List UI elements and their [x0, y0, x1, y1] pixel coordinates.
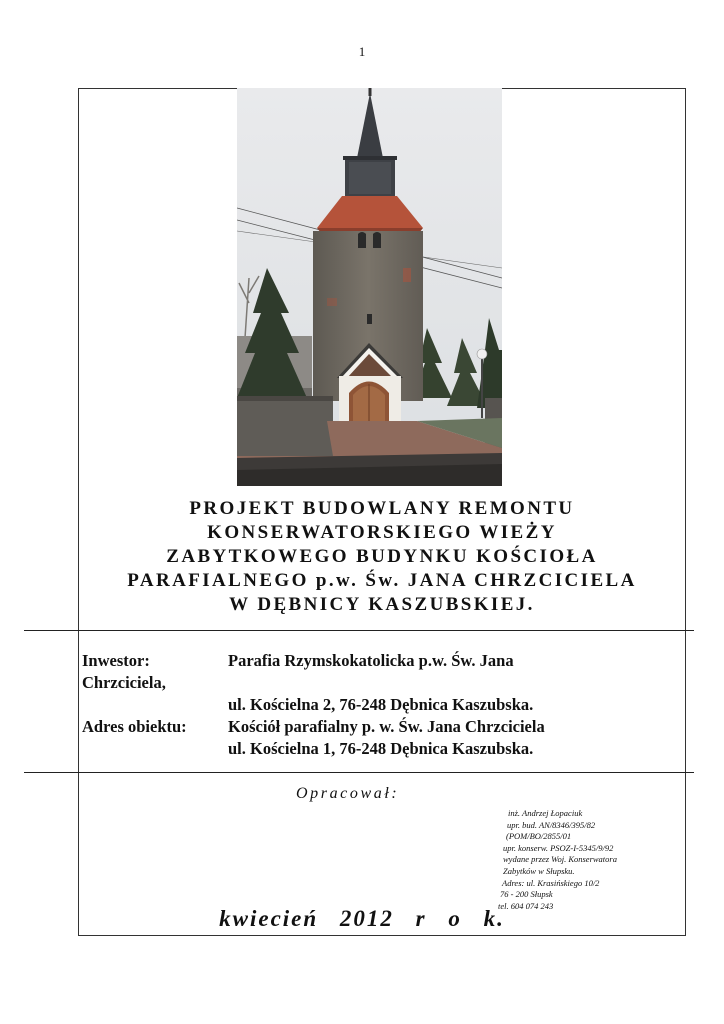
investor-address: ul. Kościelna 2, 76-248 Dębnica Kaszubska. [228, 695, 534, 714]
author-line: Adres: ul. Krasińskiego 10/2 [502, 877, 600, 888]
prepared-by-label: Opracował: [296, 785, 400, 802]
title-line: ZABYTKOWEGO BUDYNKU KOŚCIOŁA [166, 546, 598, 567]
page-number: 1 [358, 44, 366, 59]
object-name: Kościół parafialny p. w. Św. Jana Chrzciciela [228, 717, 545, 736]
divider-top [24, 630, 694, 631]
author-line: wydane przez Woj. Konserwatora [503, 854, 617, 865]
title-line: PARAFIALNEGO p.w. Św. JANA CHRZCICIELA [127, 570, 637, 591]
church-tower-photo [237, 88, 502, 486]
project-info [82, 650, 682, 760]
author-line: (POM/BO/2855/01 [506, 831, 572, 842]
author-line: upr. bud. AN/8346/395/82 [507, 819, 596, 830]
investor-name: Parafia Rzymskokatolicka p.w. Św. Jana [228, 651, 514, 670]
title-line: PROJEKT BUDOWLANY REMONTU [189, 498, 575, 519]
investor-name-cont: Chrzciciela, [82, 673, 166, 692]
document-date: kwiecień 2012 r o k. [219, 906, 505, 931]
author-line: tel. 604 074 243 [498, 900, 554, 911]
investor-label: Inwestor: [82, 651, 150, 670]
project-title [79, 497, 685, 617]
author-line: upr. konserw. PSOZ-I-5345/9/92 [503, 842, 614, 853]
object-address: ul. Kościelna 1, 76-248 Dębnica Kaszubska. [228, 739, 534, 758]
author-details [484, 808, 617, 912]
author-line: 76 - 200 Słupsk [500, 889, 553, 900]
divider-bottom [24, 772, 694, 773]
author-line: Zabytków w Słupsku. [503, 865, 575, 876]
title-line: KONSERWATORSKIEGO WIEŻY [207, 522, 557, 543]
title-line: W DĘBNICY KASZUBSKIEJ. [229, 594, 535, 615]
author-line: inż. Andrzej Łopaciuk [508, 808, 583, 818]
object-label: Adres obiektu: [82, 717, 187, 736]
